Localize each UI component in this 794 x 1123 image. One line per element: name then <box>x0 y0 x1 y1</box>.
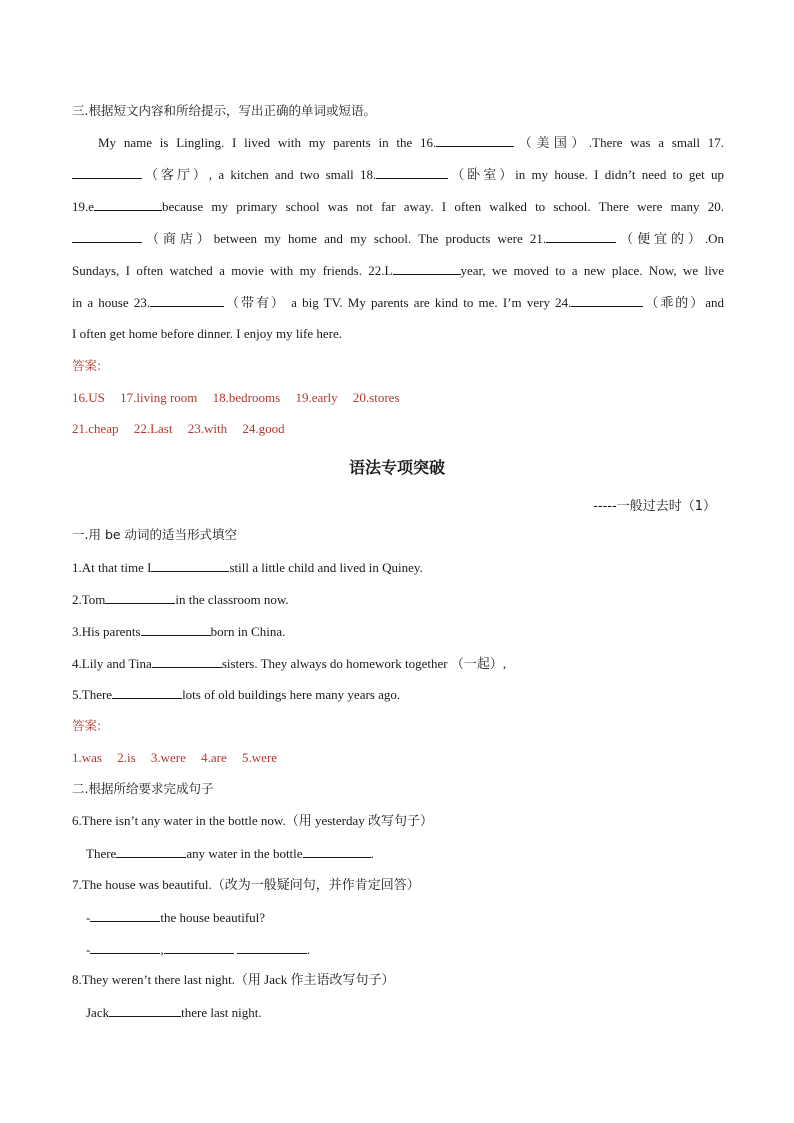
answer-item: 22.Last <box>133 421 173 436</box>
blank-20[interactable] <box>72 229 142 243</box>
question-text: sisters. They always do homework together （一起）, <box>221 656 507 671</box>
answer-item: 4.are <box>201 750 227 765</box>
passage-text: year, we moved to a new place. Now, we live <box>460 263 724 278</box>
blank-19[interactable] <box>94 197 162 211</box>
question-text: 3.His parents <box>72 624 141 639</box>
question-text: the house beautiful? <box>160 910 266 925</box>
question-4 <box>72 654 724 673</box>
passage-text: （客厅）, a kitchen and two small 18. <box>142 167 377 182</box>
question-6: 6.There isn’t any water in the bottle now.（用 yesterday 改写句子） <box>72 813 434 828</box>
blank-24[interactable] <box>571 293 643 307</box>
answer-item: 1.was <box>72 750 102 765</box>
answer-item: 5.were <box>242 750 278 765</box>
question-text: 2.Tom <box>72 592 106 607</box>
question-6-answer <box>72 844 738 863</box>
blank-q8[interactable] <box>109 1003 181 1017</box>
passage-text: （便宜的）.On <box>616 231 724 246</box>
blank-18[interactable] <box>376 165 448 179</box>
passage-line-6 <box>72 293 724 311</box>
blank-21[interactable] <box>546 229 616 243</box>
question-3 <box>72 622 724 641</box>
answer-item: 2.is <box>117 750 136 765</box>
blank-23[interactable] <box>150 293 224 307</box>
answer-item: 19.early <box>295 390 338 405</box>
answer-item: 3.were <box>150 750 186 765</box>
answer-item: 16.US <box>72 390 105 405</box>
question-text: Jack <box>86 1005 110 1020</box>
question-text: 1.At that time I <box>72 560 152 575</box>
answer-label: 答案: <box>72 358 102 373</box>
blank-q7-1[interactable] <box>90 908 160 922</box>
passage-text: （卧室）in my house. I didn’t need to get up <box>448 167 724 182</box>
question-text: there last night. <box>181 1005 262 1020</box>
question-text: There <box>86 846 117 861</box>
passage-line-5 <box>72 261 724 279</box>
passage-text: My name is Lingling. I lived with my parents in the 16. <box>98 135 437 150</box>
passage-text: Sundays, I often watched a movie with my friends. 22.L <box>72 263 393 278</box>
blank-q3[interactable] <box>141 622 211 636</box>
answer-item: 23.with <box>187 421 228 436</box>
passage-text: in a house 23. <box>72 295 151 310</box>
question-text: , <box>160 942 164 957</box>
question-8: 8.They weren’t there last night.（用 Jack 作主语改写句子） <box>72 972 395 987</box>
blank-q5[interactable] <box>112 685 182 699</box>
part1-heading: 一.用 be 动词的适当形式填空 <box>72 527 238 542</box>
answer-row-part1 <box>72 749 724 767</box>
grammar-subtitle: -----一般过去时（1） <box>593 499 716 514</box>
answer-item: 17.living room <box>120 390 198 405</box>
answer-item: 21.cheap <box>72 421 119 436</box>
grammar-title: 语法专项突破 <box>348 458 445 477</box>
passage-text: because my primary school was not far away. I often walked to school. There were many 20. <box>162 199 724 214</box>
question-5 <box>72 685 724 704</box>
question-text: - <box>86 910 91 925</box>
blank-22[interactable] <box>393 261 461 275</box>
question-7: 7.The house was beautiful.（改为一般疑问句，并作肯定回答） <box>72 877 420 892</box>
blank-q7-2[interactable] <box>90 940 160 954</box>
question-7-answer-1 <box>72 908 738 927</box>
question-text: . <box>370 846 374 861</box>
blank-q6-2[interactable] <box>303 844 371 858</box>
blank-q7-3[interactable] <box>164 940 234 954</box>
blank-q2[interactable] <box>105 590 175 604</box>
blank-16[interactable] <box>436 133 514 147</box>
passage-text: 19.e <box>72 199 95 214</box>
blank-q6-1[interactable] <box>116 844 186 858</box>
question-text: lots of old buildings here many years ago. <box>182 687 401 702</box>
passage-line-7: I often get home before dinner. I enjoy my life here. <box>72 326 343 341</box>
question-text: any water in the bottle <box>186 846 303 861</box>
passage-line-1 <box>72 133 724 151</box>
passage-text: （美国）.There was a small 17. <box>514 135 724 150</box>
question-text: 4.Lily and Tina <box>72 656 152 671</box>
answer-label: 答案: <box>72 718 102 733</box>
question-2 <box>72 590 724 609</box>
blank-q1[interactable] <box>151 558 229 572</box>
passage-line-2 <box>72 165 724 183</box>
answer-item: 18.bedrooms <box>212 390 281 405</box>
answer-row-2 <box>72 420 724 438</box>
question-1 <box>72 558 724 577</box>
question-text: - <box>86 942 91 957</box>
answer-row-1 <box>72 389 724 407</box>
passage-line-3 <box>72 197 724 215</box>
passage-text: （带有） a big TV. My parents are kind to me. I’m very 24. <box>224 295 572 310</box>
question-8-answer <box>72 1003 738 1022</box>
question-text: . <box>306 942 311 957</box>
blank-q4[interactable] <box>152 654 222 668</box>
blank-q7-4[interactable] <box>237 940 307 954</box>
answer-item: 24.good <box>242 421 285 436</box>
question-text: still a little child and lived in Quiney. <box>229 560 423 575</box>
blank-17[interactable] <box>72 165 142 179</box>
passage-text: （商店）between my home and my school. The products were 21. <box>142 231 547 246</box>
question-7-answer-2 <box>72 940 738 959</box>
passage-line-4 <box>72 229 724 247</box>
passage-text: （乖的）and <box>643 295 724 310</box>
answer-item: 20.stores <box>352 390 400 405</box>
section3-heading: 三.根据短文内容和所给提示，写出正确的单词或短语。 <box>72 103 376 118</box>
question-text: born in China. <box>210 624 286 639</box>
question-text: 5.There <box>72 687 113 702</box>
question-text: in the classroom now. <box>175 592 289 607</box>
part2-heading: 二.根据所给要求完成句子 <box>72 781 214 796</box>
